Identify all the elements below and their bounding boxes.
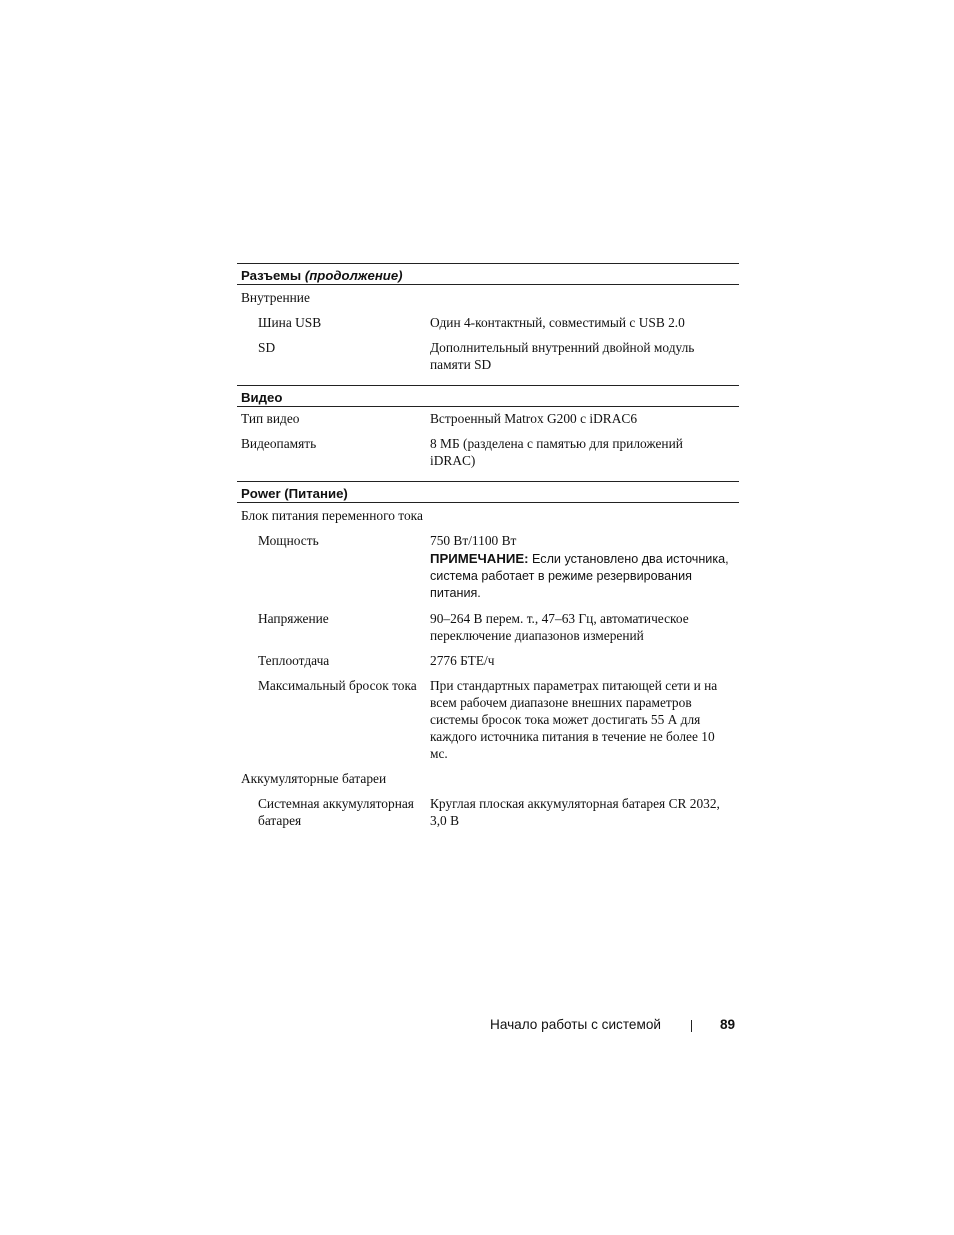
spec-value: Круглая плоская аккумуляторная батарея CR 2032, 3,0 В [430,796,720,828]
spec-row [237,673,739,762]
spec-row [237,407,739,427]
spec-label: Системная аккумуляторная батарея [258,796,414,828]
group-label-batteries: Аккумуляторные батареи [241,771,387,786]
spec-row [237,431,739,481]
page-number: 89 [720,1017,736,1032]
spec-label: SD [258,340,276,355]
note-text: Если установлено два источника, система работает в режиме резервирования питания. [430,552,729,600]
group-label-internal: Внутренние [241,290,310,305]
spec-value: 2776 БТЕ/ч [430,653,495,668]
footer-separator [691,1020,692,1032]
spec-value: Встроенный Matrox G200 с iDRAC6 [430,411,638,426]
spec-label: Видеопамять [241,436,317,451]
spec-label: Шина USB [258,315,322,330]
spec-row [237,606,739,644]
spec-value: 90–264 В перем. т., 47–63 Гц, автоматическое переключение диапазонов измерений [430,611,689,643]
spec-value-block [430,532,739,602]
spec-value: При стандартных параметрах питающей сети и на всем рабочем диапазоне внешних параметров системы бросок тока может достигать 55 А для каждого источника питания в течение не более 10 мс. [430,678,718,761]
spec-label: Теплоотдача [258,653,330,668]
spec-table [237,263,739,829]
spec-label: Напряжение [258,611,329,626]
spec-row [237,335,739,385]
section-title-continued: (продолжение) [304,268,403,283]
group-label-psu: Блок питания переменного тока [241,508,423,523]
section-title: Разъемы [241,268,302,283]
note-label: ПРИМЕЧАНИЕ: [430,551,529,566]
spec-value: 750 Вт/1100 Вт [430,533,517,548]
spec-label: Мощность [258,533,319,548]
footer-title: Начало работы с системой [490,1017,661,1032]
spec-row [237,310,739,331]
spec-row [237,791,739,829]
section-heading-video: Видео [237,385,739,407]
section-heading-power: Power (Питание) [237,481,739,503]
spec-label: Тип видео [241,411,300,426]
spec-value: 8 МБ (разделена с памятью для приложений iDRAC) [430,436,683,468]
spec-value: Дополнительный внутренний двойной модуль памяти SD [430,340,695,372]
spec-value: Один 4-контактный, совместимый с USB 2.0 [430,315,685,330]
spec-row [237,648,739,669]
section-heading-connectors [237,263,739,285]
page-footer [490,1016,740,1036]
note [430,550,731,602]
spec-row [237,528,739,602]
spec-label: Максимальный бросок тока [258,678,417,693]
